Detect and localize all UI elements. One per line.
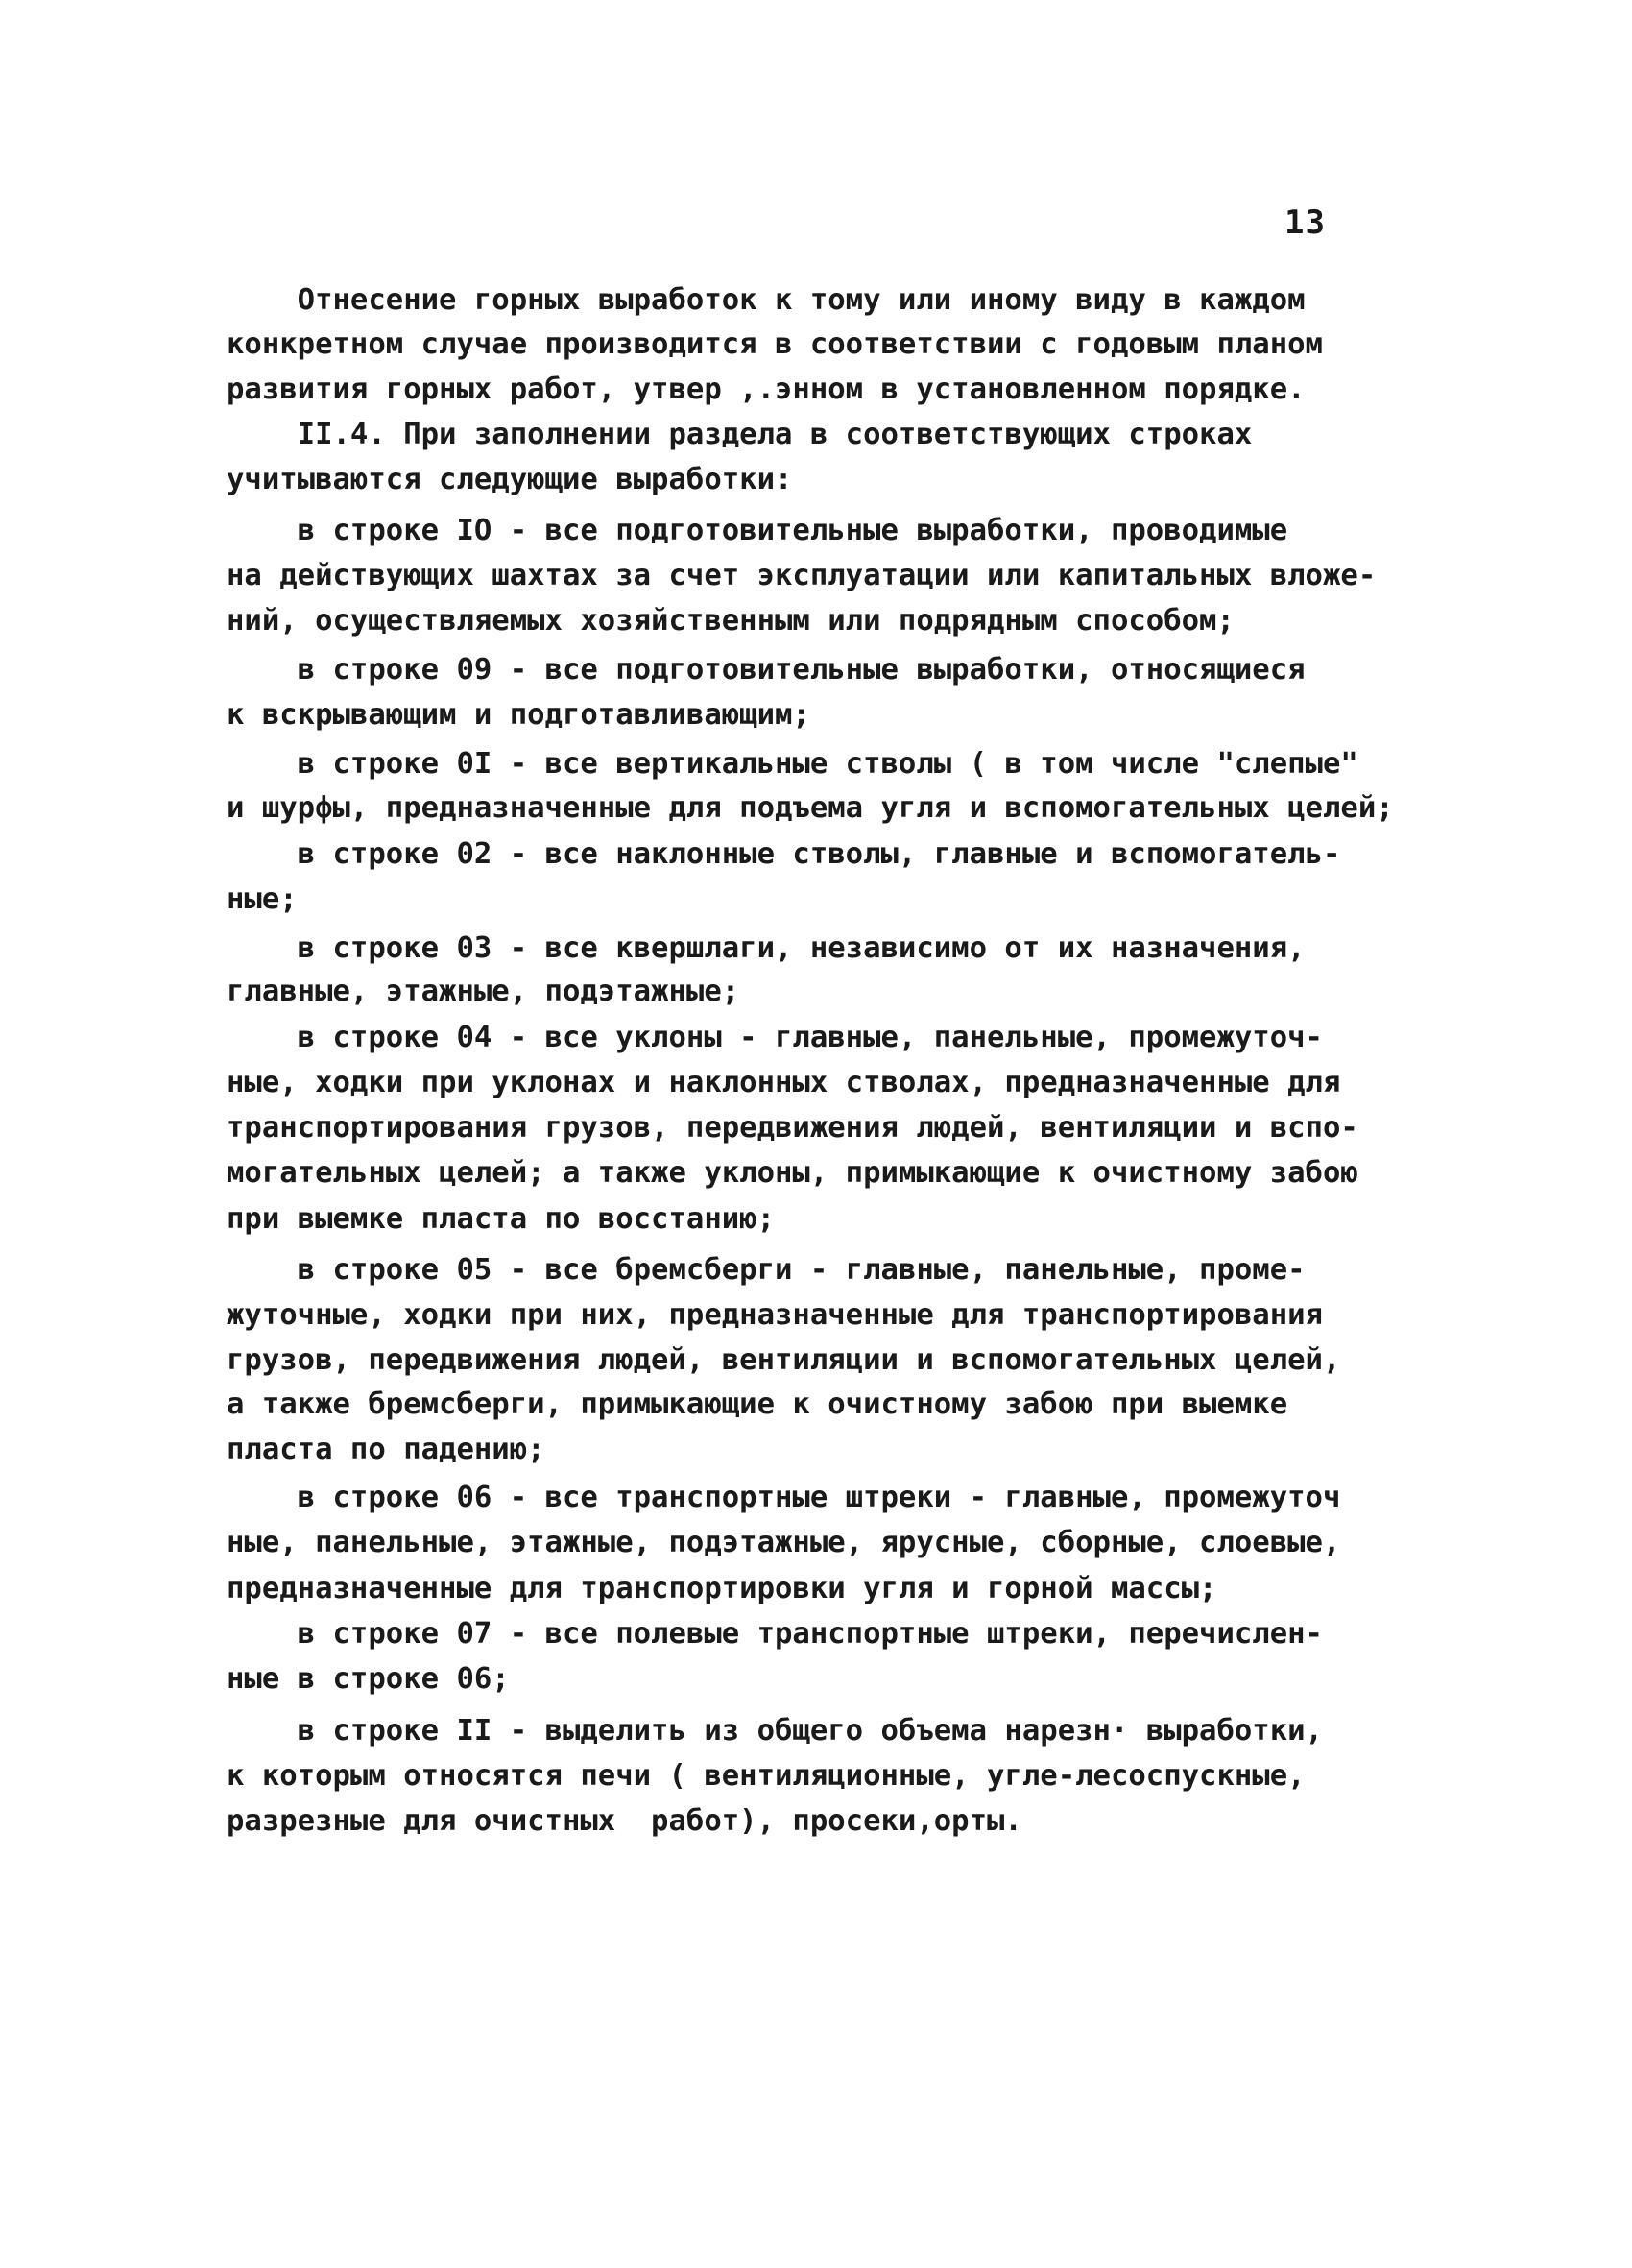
text-line: в строке 06 - все транспортные штреки - главные, промежуточ [227,1481,1341,1514]
text-line: к которым относятся печи ( вентиляционные, угле-лесоспускные, [227,1759,1306,1793]
text-line: ные, панельные, этажные, подэтажные, ярусные, сборные, слоевые, [227,1526,1341,1559]
text-line: могательных целей; а также уклоны, примыкающие к очистному забою [227,1156,1358,1190]
text-line: ные в строке 06; [227,1662,510,1696]
text-line: в строке IO - все подготовительные выработки, проводимые [227,514,1288,547]
text-line: в строке 04 - все уклоны - главные, панельные, промежуточ- [227,1021,1323,1054]
page-number: 13 [1284,204,1326,242]
text-line: учитываются следующие выработки: [227,463,793,496]
text-line: конкретном случае производится в соответствии с годовым планом [227,327,1323,361]
text-line: транспортирования грузов, передвижения людей, вентиляции и вспо- [227,1111,1358,1145]
text-line: в строке 0I - все вертикальные стволы ( в том числе "слепые" [227,747,1358,781]
text-line: в строке 07 - все полевые транспортные штреки, перечислен- [227,1617,1323,1651]
text-line: при выемке пласта по восстанию; [227,1202,775,1236]
text-line: ные; [227,882,298,916]
text-line: к вскрывающим и подготавливающим; [227,698,810,732]
text-line: II.4. При заполнении раздела в соответствующих строках [227,418,1253,451]
text-line: на действующих шахтах за счет эксплуатации или капитальных вложе- [227,559,1377,592]
text-line: главные, этажные, подэтажные; [227,975,740,1008]
text-line: а также бремсберги, примыкающие к очистному забою при выемке [227,1387,1288,1421]
text-line: жуточные, ходки при них, предназначенные для транспортирования [227,1298,1323,1332]
text-line: Отнесение горных выработок к тому или иному виду в каждом [227,283,1306,317]
text-line: ний, осуществляемых хозяйственным или подрядным способом; [227,604,1235,638]
text-line: разрезные для очистных работ), просеки,орты. [227,1804,1022,1838]
text-line: в строке 03 - все квершлаги, независимо от их назначения, [227,931,1306,965]
text-line: в строке 05 - все бремсберги - главные, панельные, проме- [227,1253,1306,1287]
text-line: в строке II - выделить из общего объема нарезн· выработки, [227,1714,1323,1748]
text-line: и шурфы, предназначенные для подъема угля и вспомогательных целей; [227,791,1394,825]
text-line: в строке 09 - все подготовительные выработки, относящиеся [227,653,1306,687]
text-line: в строке 02 - все наклонные стволы, главные и вспомогатель- [227,837,1341,871]
text-line: ные, ходки при уклонах и наклонных стволах, предназначенные для [227,1066,1341,1099]
text-line: пласта по падению; [227,1433,545,1466]
text-line: развития горных работ, утвер ,.энном в установленном порядке. [227,373,1306,406]
text-line: предназначенные для транспортировки угля и горной массы; [227,1572,1217,1605]
text-line: грузов, передвижения людей, вентиляции и вспомогательных целей, [227,1343,1341,1377]
